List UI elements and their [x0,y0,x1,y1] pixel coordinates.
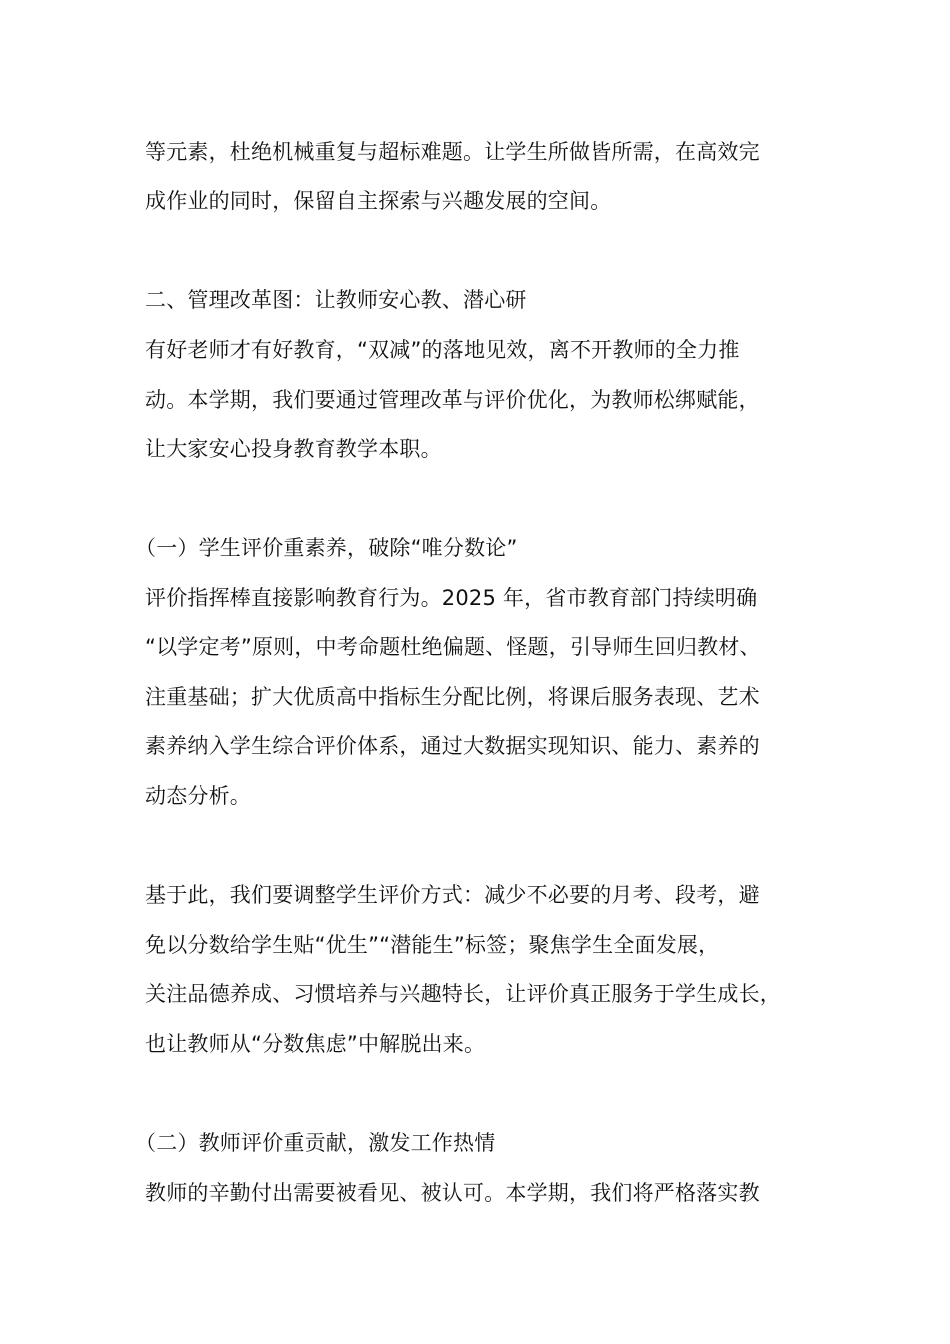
paragraph-line: 注重基础；扩大优质高中指标生分配比例，将课后服务表现、艺术 [145,685,760,709]
paragraph-line: “以学定考”原则，中考命题杜绝偏题、怪题，引导师生回归教材、 [145,635,761,659]
paragraph-line: 也让教师从“分数焦虑”中解脱出来。 [145,1032,486,1056]
subsection-heading: （二）教师评价重贡献，激发工作热情 [135,1131,496,1155]
subsection-heading: （一）学生评价重素养，破除“唯分数论” [135,536,518,560]
paragraph-line: 动态分析。 [145,784,251,808]
paragraph-line: 关注品德养成、习惯培养与兴趣特长，让评价真正服务于学生成长， [145,982,781,1006]
paragraph-line: 让大家安心投身教育教学本职。 [145,437,442,461]
paragraph-line: 有好老师才有好教育，“双减”的落地见效，离不开教师的全力推 [145,338,740,362]
paragraph-line: 成作业的同时，保留自主探索与兴趣发展的空间。 [145,189,612,213]
paragraph-line: 动。本学期，我们要通过管理改革与评价优化，为教师松绑赋能， [145,388,760,412]
paragraph-line: 教师的辛勤付出需要被看见、被认可。本学期，我们将严格落实教 [145,1181,760,1205]
section-heading: 二、管理改革图：让教师安心教、潜心研 [145,288,527,312]
paragraph-line: 评价指挥棒直接影响教育行为。2025 年，省市教育部门持续明确 [145,586,758,610]
paragraph-line: 素养纳入学生综合评价体系，通过大数据实现知识、能力、素养的 [145,734,760,758]
paragraph-line: 基于此，我们要调整学生评价方式：减少不必要的月考、段考，避 [145,883,760,907]
paragraph-line: 免以分数给学生贴“优生”“潜能生”标签；聚焦学生全面发展， [145,933,720,957]
paragraph-line: 等元素，杜绝机械重复与超标难题。让学生所做皆所需，在高效完 [145,140,760,164]
